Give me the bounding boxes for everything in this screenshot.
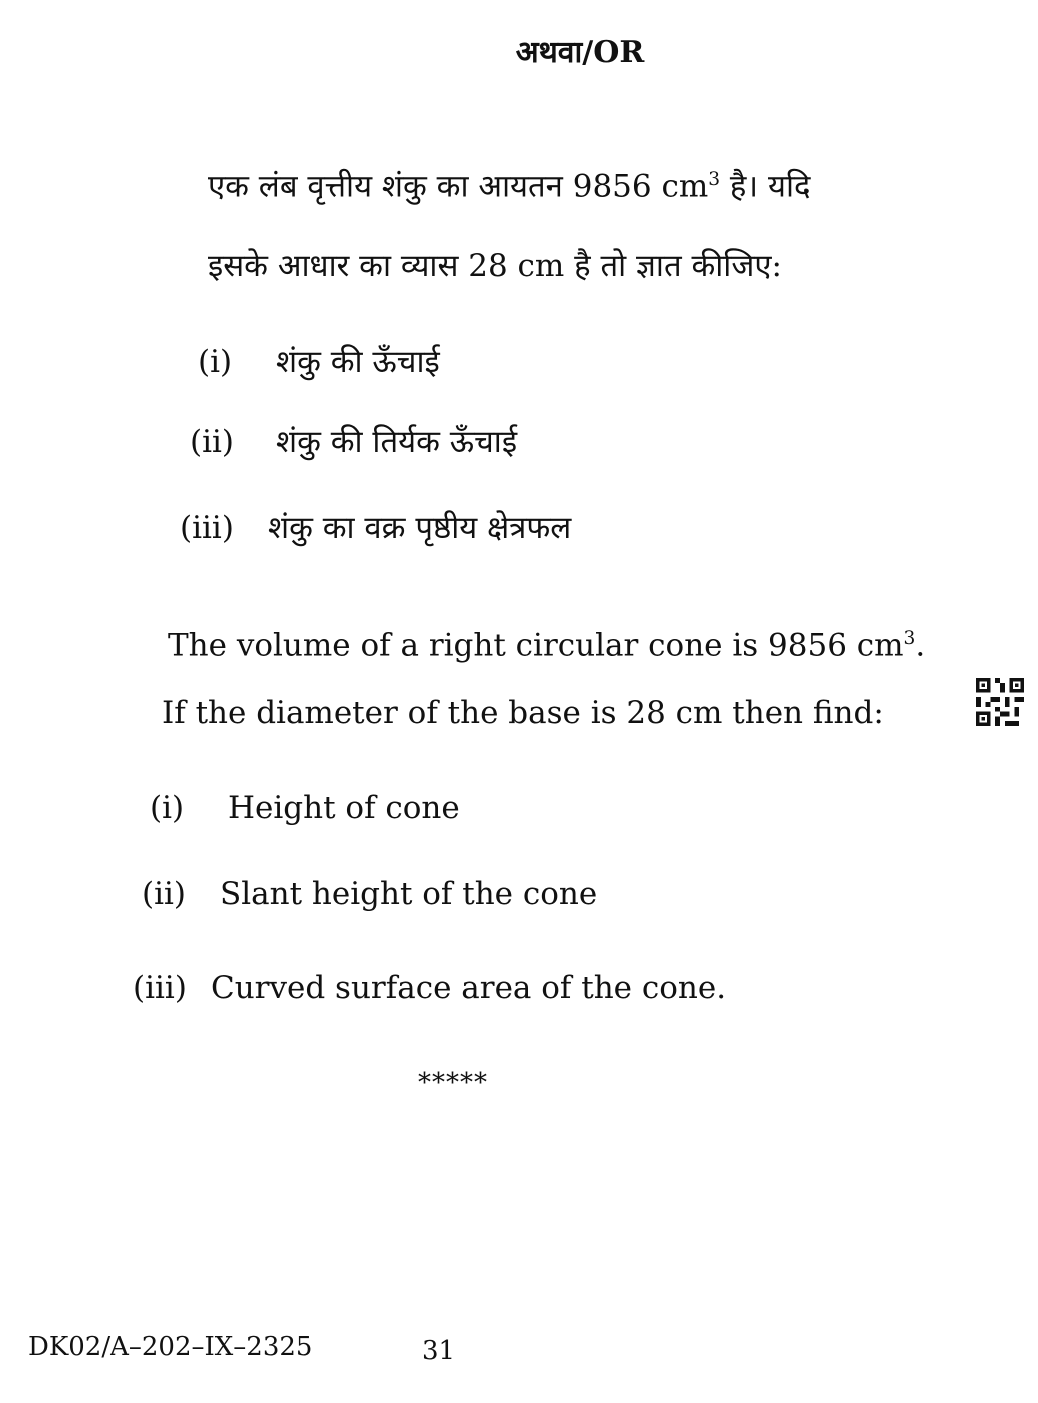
english-line1-text: The volume of a right circular cone is 9856 cm <box>168 627 904 664</box>
hindi-item-1 <box>198 340 440 382</box>
hindi-line1-text: एक लंब वृत्तीय शंकु का आयतन 9856 cm <box>208 168 709 205</box>
english-question-line-1 <box>168 605 968 679</box>
english-item-1 <box>150 790 460 826</box>
hindi-item-3 <box>180 506 571 548</box>
item-number: (i) <box>150 790 185 826</box>
english-line1-tail: . <box>915 627 926 664</box>
end-marker: ***** <box>418 1068 488 1098</box>
item-text: शंकु की ऊँचाई <box>276 344 440 380</box>
english-item-3 <box>133 970 726 1006</box>
hindi-question <box>208 140 1008 306</box>
english-item-2 <box>142 876 597 912</box>
english-question-line-2: If the diameter of the base is 28 cm then find: <box>162 695 884 732</box>
english-question <box>162 605 968 747</box>
hindi-line1-superscript: 3 <box>708 169 721 190</box>
paper-code: DK02/A–202–IX–2325 <box>28 1332 313 1362</box>
item-number: (ii) <box>142 876 187 912</box>
item-number: (iii) <box>180 510 234 546</box>
hindi-item-2 <box>190 420 517 462</box>
english-line1-superscript: 3 <box>903 628 916 649</box>
item-text: शंकु की तिर्यक ऊँचाई <box>276 424 518 460</box>
page-number: 31 <box>422 1336 456 1366</box>
item-number: (i) <box>198 344 233 380</box>
hindi-question-line-2: इसके आधार का व्यास 28 cm है तो ज्ञात कीजिए: <box>208 248 782 285</box>
item-text: Height of cone <box>228 790 460 826</box>
item-text: Curved surface area of the cone. <box>211 970 727 1006</box>
qr-code-icon <box>975 678 1025 726</box>
item-number: (iii) <box>133 970 187 1006</box>
item-text: Slant height of the cone <box>220 876 598 912</box>
hindi-question-line-1 <box>208 140 1008 226</box>
item-text: शंकु का वक्र पृष्ठीय क्षेत्रफल <box>268 510 572 546</box>
item-number: (ii) <box>190 424 235 460</box>
section-heading: अथवा/OR <box>515 35 645 70</box>
hindi-line1-tail: है। यदि <box>720 168 811 205</box>
